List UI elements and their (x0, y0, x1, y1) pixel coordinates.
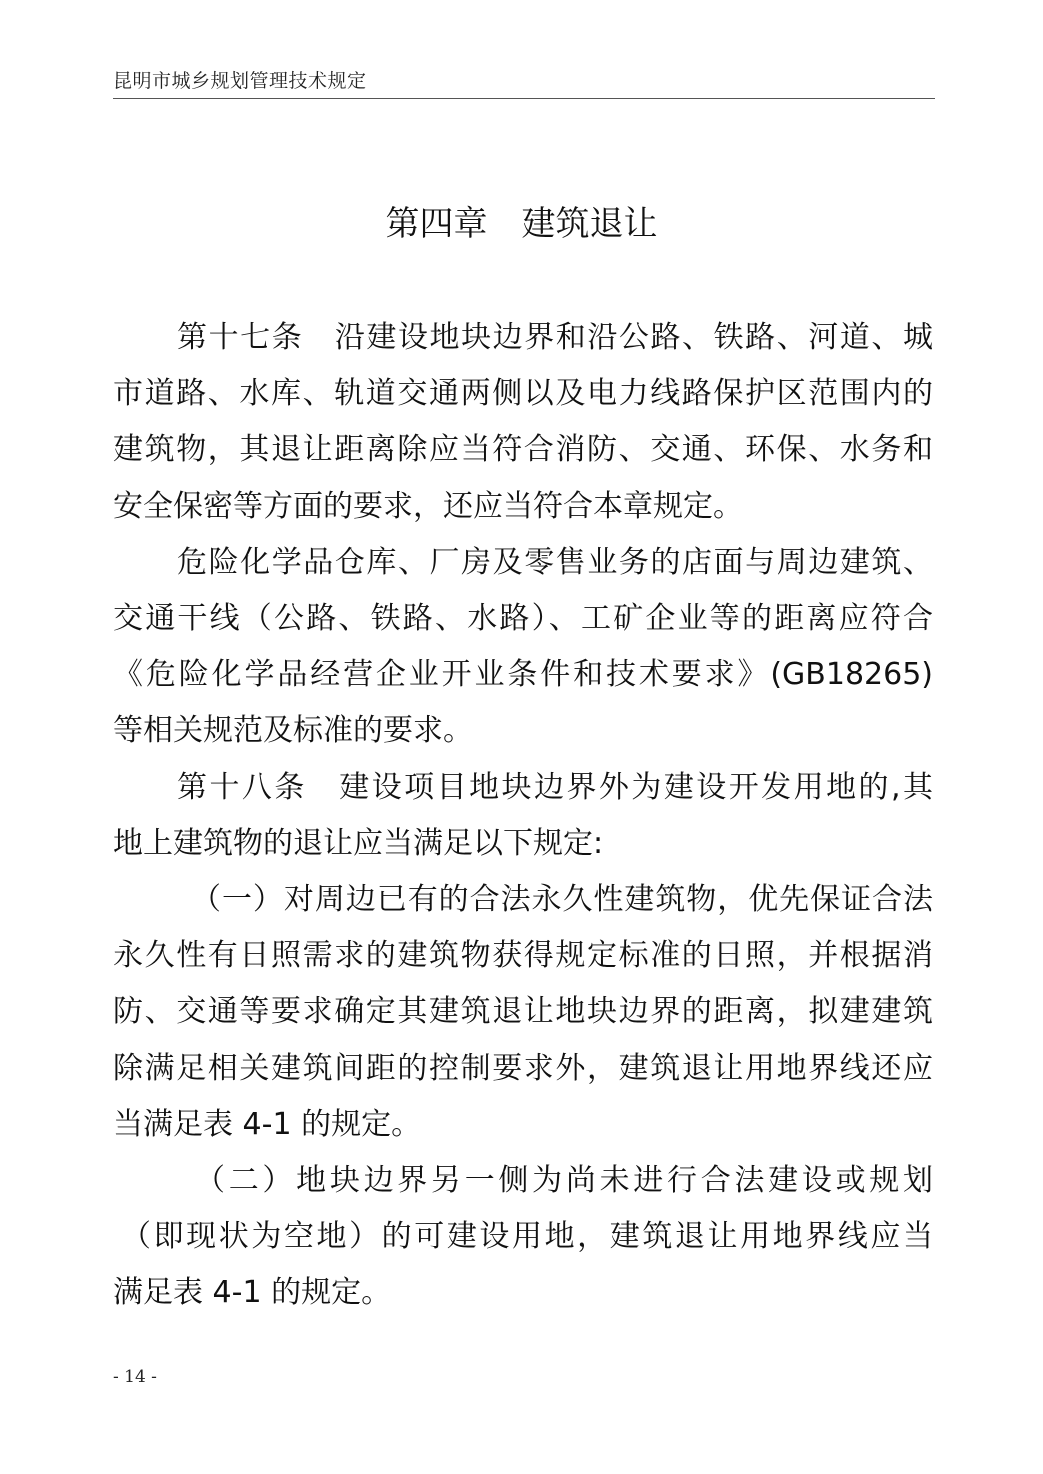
paragraph-line: 危险化学品仓库、厂房及零售业务的店面与周边建筑、 (177, 544, 933, 580)
paragraph-line: 除满足相关建筑间距的控制要求外，建筑退让用地界线还应 (113, 1050, 933, 1086)
paragraph-line: 安全保密等方面的要求，还应当符合本章规定。 (113, 488, 743, 524)
paragraph-line: 交通干线（公路、铁路、水路）、工矿企业等的距离应符合 (113, 601, 933, 637)
paragraph-line: （二）地块边界另一侧为尚未进行合法建设或规划 (195, 1163, 933, 1199)
document-body (113, 310, 933, 1322)
paragraph-line: （一）对周边已有的合法永久性建筑物，优先保证合法 (191, 882, 933, 918)
chapter-title: 第四章 建筑退让 (385, 204, 658, 244)
paragraph-line: 《危险化学品经营企业开业条件和技术要求》(GB18265) (113, 657, 933, 693)
running-header-title: 昆明市城乡规划管理技术规定 (113, 70, 367, 92)
paragraph-line: 市道路、水库、轨道交通两侧以及电力线路保护区范围内的 (113, 376, 933, 412)
header-divider (113, 98, 935, 99)
paragraph-line: 永久性有日照需求的建筑物获得规定标准的日照，并根据消 (113, 938, 933, 974)
paragraph-line: 地上建筑物的退让应当满足以下规定: (113, 825, 604, 861)
paragraph-line: 第十七条 沿建设地块边界和沿公路、铁路、河道、城 (177, 320, 933, 355)
paragraph-line: 当满足表 4-1 的规定。 (113, 1106, 422, 1142)
paragraph-line: 防、交通等要求确定其建筑退让地块边界的距离，拟建建筑 (113, 994, 933, 1030)
paragraph-line: 满足表 4-1 的规定。 (113, 1275, 392, 1311)
paragraph-line: （即现状为空地）的可建设用地，建筑退让用地界线应当 (121, 1219, 933, 1255)
paragraph-line: 建筑物，其退让距离除应当符合消防、交通、环保、水务和 (113, 432, 933, 468)
page-number: - 14 - (113, 1367, 157, 1387)
paragraph-line: 第十八条 建设项目地块边界外为建设开发用地的,其 (177, 769, 933, 805)
paragraph-line: 等相关规范及标准的要求。 (113, 713, 473, 749)
